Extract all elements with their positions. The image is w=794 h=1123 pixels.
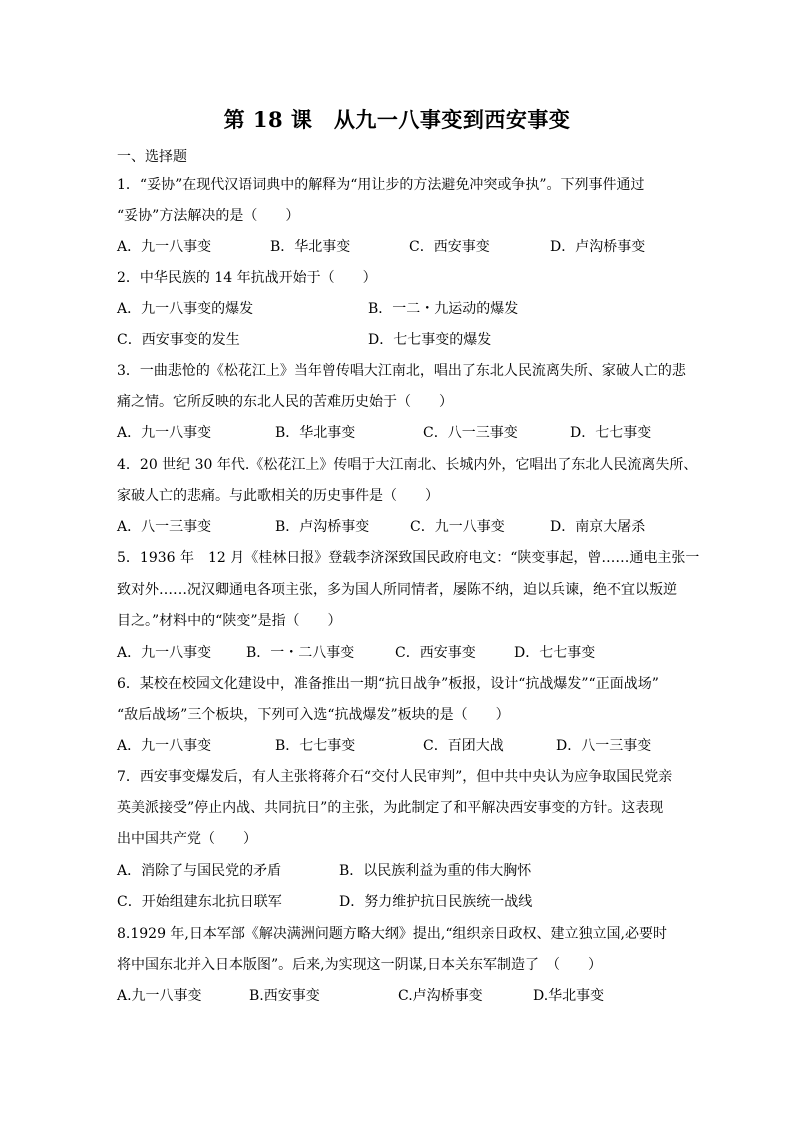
question-2-options-row-1 (117, 299, 677, 319)
question-7-line-2: 英美派接受”停止内战、共同抗日”的主张，为此制定了和平解决西安事变的方针。这表现 (117, 800, 664, 816)
page-title: 第 18 课 从九一八事变到西安事变 (223, 107, 571, 132)
question-8-option-a: A.九一八事变 (117, 988, 202, 1004)
question-8-line-1: 8.1929 年,日本军部《解决满洲问题方略大纲》提出,“组织亲日政权、建立独立国,必要时 (117, 926, 667, 942)
question-2-option-d: D．七七事变的爆发 (368, 332, 492, 348)
question-5-option-c: C．西安事变 (395, 645, 476, 661)
question-5-options (117, 643, 677, 663)
question-5-option-b: B．一・二八事变 (246, 645, 355, 661)
question-5-line-1: 5．1936 年 12 月《桂林日报》登载李济深致国民政府电文：“陕变事起，曾……通电主张一 (117, 550, 700, 566)
question-7-option-a: A．消除了与国民党的矛盾 (117, 863, 282, 879)
question-6-line-1: 6．某校在校园文化建设中，准备推出一期“抗日战争”板报，设计“抗战爆发”“正面战场” (117, 676, 659, 692)
question-5-line-2: 致对外……况汉卿通电各项主张，多为国人所同情者，屡陈不纳，迫以兵谏，绝不宜以叛逆 (117, 582, 677, 598)
question-3-option-d: D．七七事变 (570, 425, 652, 441)
question-1-options (117, 237, 677, 257)
question-3-line-2: 痛之情。它所反映的东北人民的苦难历史始于（ ） (117, 394, 453, 410)
question-1-option-b: B．华北事变 (270, 239, 351, 255)
question-7-options-row-1 (117, 861, 677, 881)
question-8-option-b: B.西安事变 (249, 988, 320, 1004)
question-6-option-b: B．七七事变 (275, 738, 356, 754)
question-5-option-d: D．七七事变 (514, 645, 596, 661)
question-7-option-d: D．努力维护抗日民族统一战线 (339, 894, 533, 910)
question-2-option-c: C．西安事变的发生 (117, 332, 240, 348)
question-5-line-3: 目之。”材料中的“陕变”是指（ ） (117, 613, 342, 629)
question-7-options-row-2 (117, 892, 677, 912)
question-2-option-a: A．九一八事变的爆发 (117, 301, 254, 317)
question-7-option-c: C．开始组建东北抗日联军 (117, 894, 282, 910)
question-1-line-1: 1．“妥协”在现代汉语词典中的解释为“用让步的方法避免冲突或争执”。下列事件通过 (117, 177, 645, 193)
question-8-line-2: 将中国东北并入日本版图”。后来,为实现这一阴谋,日本关东军制造了 （ ） (117, 957, 603, 973)
question-7-option-b: B．以民族利益为重的伟大胸怀 (339, 863, 532, 879)
question-8-option-c: C.卢沟桥事变 (398, 988, 483, 1004)
question-4-options (117, 517, 677, 537)
question-1-option-a: A．九一八事变 (117, 239, 212, 255)
question-1-option-d: D．卢沟桥事变 (550, 239, 646, 255)
question-4-option-d: D．南京大屠杀 (550, 519, 646, 535)
question-7-line-3: 出中国共产党（ ） (117, 831, 257, 847)
question-3-option-c: C．八一三事变 (423, 425, 518, 441)
section-heading: 一、选择题 (117, 149, 187, 165)
question-4-line-2: 家破人亡的悲痛。与此歌相关的历史事件是（ ） (117, 488, 439, 504)
question-3-option-b: B．华北事变 (275, 425, 356, 441)
question-1-option-c: C．西安事变 (409, 239, 490, 255)
question-2-option-b: B．一二・九运动的爆发 (368, 301, 519, 317)
question-4-option-b: B．卢沟桥事变 (275, 519, 370, 535)
question-6-option-a: A．九一八事变 (117, 738, 212, 754)
question-2-options-row-2 (117, 330, 677, 350)
question-1-line-2: “妥协”方法解决的是（ ） (117, 208, 300, 224)
question-6-line-2: “敌后战场”三个板块，下列可入选“抗战爆发”板块的是（ ） (117, 707, 510, 723)
question-3-options (117, 423, 677, 443)
question-5-option-a: A．九一八事变 (117, 645, 212, 661)
question-3-line-1: 3．一曲悲怆的《松花江上》当年曾传唱大江南北，唱出了东北人民流离失所、家破人亡的悲 (117, 363, 686, 379)
question-6-options (117, 736, 677, 756)
question-8-options (117, 986, 677, 1006)
question-7-line-1: 7．西安事变爆发后，有人主张将蒋介石“交付人民审判”，但中共中央认为应争取国民党亲 (117, 769, 673, 785)
question-4-option-c: C．九一八事变 (410, 519, 505, 535)
question-2-line-1: 2．中华民族的 14 年抗战开始于（ ） (117, 270, 377, 286)
question-4-option-a: A．八一三事变 (117, 519, 212, 535)
question-4-line-1: 4．20 世纪 30 年代.《松花江上》传唱于大江南北、长城内外，它唱出了东北人民流离失所、 (117, 457, 698, 473)
question-6-option-c: C．百团大战 (423, 738, 504, 754)
question-6-option-d: D．八一三事变 (556, 738, 652, 754)
question-8-option-d: D.华北事变 (533, 988, 605, 1004)
question-3-option-a: A．九一八事变 (117, 425, 212, 441)
